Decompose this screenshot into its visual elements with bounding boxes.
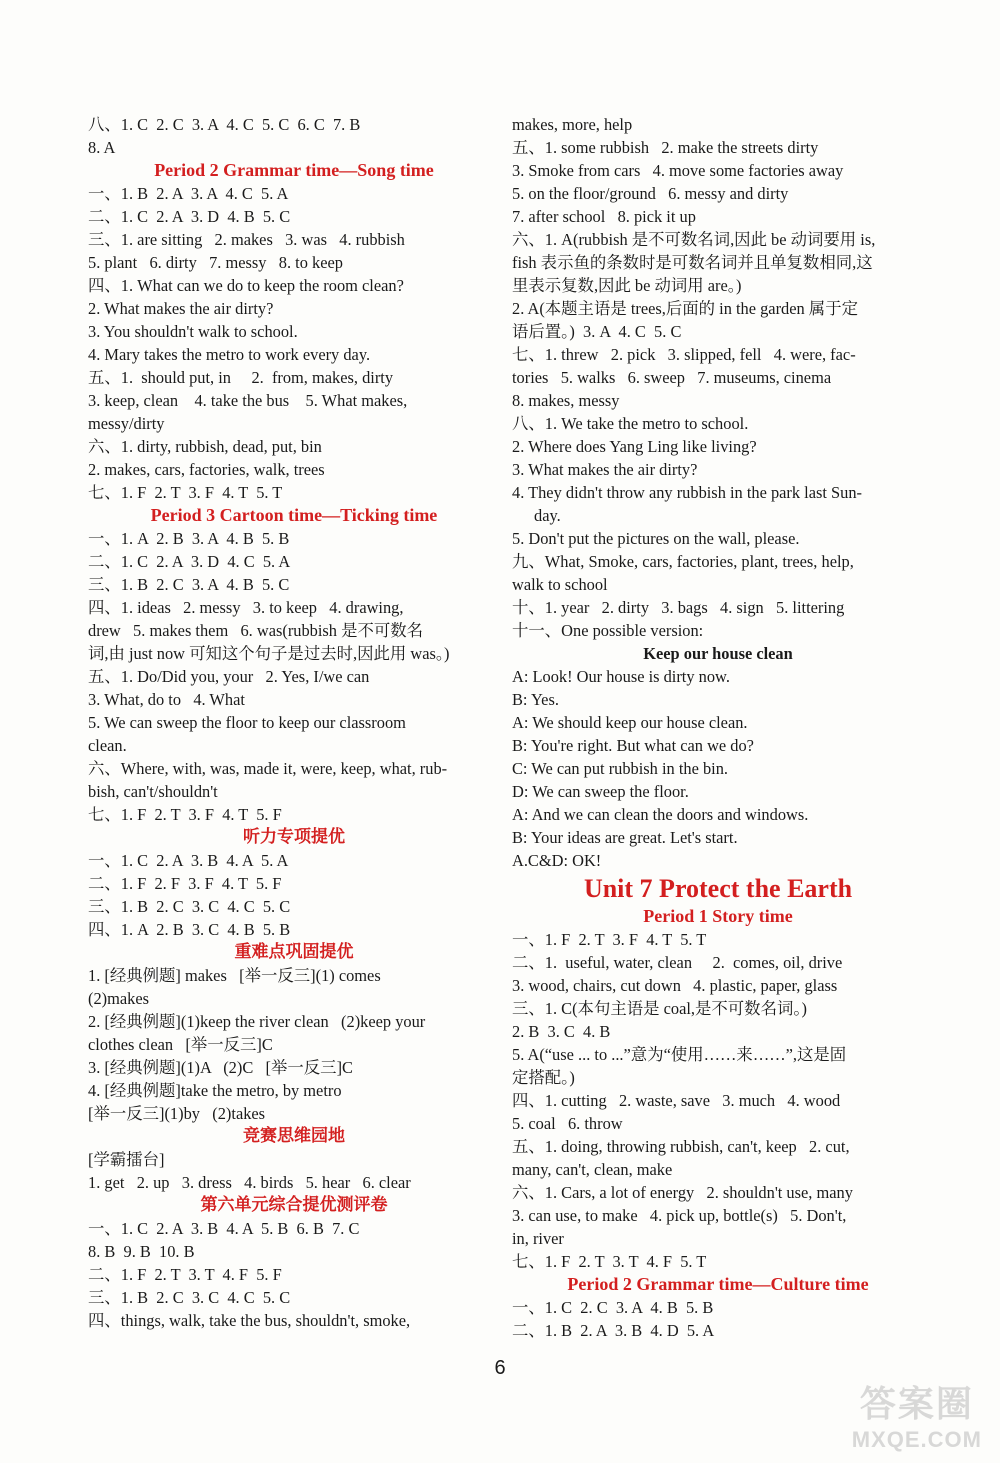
answer-line: 三、1. B 2. C 3. C 4. C 5. C	[88, 1288, 291, 1307]
section-heading: 第六单元综合提优测评卷	[200, 1195, 388, 1215]
answer-line: 十一、One possible version:	[512, 621, 704, 640]
answer-line: B: Your ideas are great. Let's start.	[512, 828, 738, 847]
watermark-glyphs: 答案圈	[859, 1384, 974, 1425]
answer-line: 2. A(本题主语是 trees,后面的 in the garden 属于定	[512, 299, 858, 318]
watermark-url: MXQE.COM	[851, 1427, 982, 1452]
answer-line: 三、1. B 2. C 3. C 4. C 5. C	[88, 897, 291, 916]
answer-line: 八、1. C 2. C 3. A 4. C 5. C 6. C 7. B	[88, 115, 361, 134]
answer-line: 3. wood, chairs, cut down 4. plastic, paper, glass	[512, 976, 838, 995]
answer-line: 8. A	[88, 138, 116, 157]
answer-line: bish, can't/shouldn't	[88, 782, 218, 801]
section-heading: Period 3 Cartoon time—Ticking time	[150, 505, 438, 525]
answer-line: 4. They didn't throw any rubbish in the park last Sun-	[512, 483, 862, 502]
answer-line: B: You're right. But what can we do?	[512, 736, 754, 755]
answer-line: 3. You shouldn't walk to school.	[88, 322, 298, 341]
answer-line: 3. can use, to make 4. pick up, bottle(s) 5. Don't,	[512, 1206, 847, 1225]
answer-line: 二、1. C 2. A 3. D 4. B 5. C	[88, 207, 291, 226]
answer-line: 2. [经典例题](1)keep the river clean (2)keep your	[88, 1012, 426, 1031]
answer-line: clean.	[88, 736, 127, 755]
answer-line: 3. Smoke from cars 4. move some factories away	[512, 161, 844, 180]
answer-line: 4. Mary takes the metro to work every day.	[88, 345, 371, 364]
answer-line: 7. after school 8. pick it up	[512, 207, 696, 226]
answer-line: 一、1. F 2. T 3. F 4. T 5. T	[512, 930, 707, 949]
answer-line: 二、1. useful, water, clean 2. comes, oil, drive	[512, 953, 843, 972]
answer-line: 定搭配。)	[512, 1068, 575, 1087]
answer-line: 七、1. F 2. T 3. F 4. T 5. T	[88, 483, 283, 502]
section-heading: 听力专项提优	[243, 827, 345, 847]
answer-line: 三、1. are sitting 2. makes 3. was 4. rubbish	[88, 230, 405, 249]
answer-line: A.C&D: OK!	[512, 851, 602, 870]
answer-line: 一、1. C 2. C 3. A 4. B 5. B	[512, 1298, 714, 1317]
answer-line: 5. Don't put the pictures on the wall, please.	[512, 529, 800, 548]
answer-line: [举一反三](1)by (2)takes	[88, 1104, 266, 1123]
answer-line: 2. B 3. C 4. B	[512, 1022, 611, 1041]
answer-line: D: We can sweep the floor.	[512, 782, 689, 801]
answer-line: (2)makes	[88, 989, 149, 1008]
answer-line: 里表示复数,因此 be 动词用 are。)	[512, 276, 742, 295]
answer-line: 5. We can sweep the floor to keep our classroom	[88, 713, 406, 732]
answer-line: 二、1. C 2. A 3. D 4. C 5. A	[88, 552, 291, 571]
answer-line: 五、1. doing, throwing rubbish, can't, keep 2. cut,	[512, 1137, 850, 1156]
answer-line: B: Yes.	[512, 690, 559, 709]
answer-line: 五、1. Do/Did you, your 2. Yes, I/we can	[88, 667, 370, 686]
answer-line: A: We should keep our house clean.	[512, 713, 748, 732]
answer-line: 四、1. ideas 2. messy 3. to keep 4. drawing,	[88, 598, 404, 617]
answer-line: 五、1. some rubbish 2. make the streets dirty	[512, 138, 819, 157]
answer-line: 四、1. A 2. B 3. C 4. B 5. B	[88, 920, 291, 939]
answer-line: 七、1. F 2. T 3. F 4. T 5. F	[88, 805, 282, 824]
page-number: 6	[494, 1357, 506, 1379]
answer-line: 一、1. C 2. A 3. B 4. A 5. B 6. B 7. C	[88, 1219, 360, 1238]
answer-line: 3. keep, clean 4. take the bus 5. What makes,	[88, 391, 408, 410]
answer-line: fish 表示鱼的条数时是可数名词并且单复数相同,这	[512, 253, 873, 272]
answer-line: 5. on the floor/ground 6. messy and dirty	[512, 184, 789, 203]
answer-line: 十、1. year 2. dirty 3. bags 4. sign 5. littering	[512, 598, 845, 617]
answer-line: 八、1. We take the metro to school.	[512, 414, 749, 433]
answer-line: 四、1. cutting 2. waste, save 3. much 4. wood	[512, 1091, 841, 1110]
answer-line: 4. [经典例题]take the metro, by metro	[88, 1081, 342, 1100]
answer-line: 5. plant 6. dirty 7. messy 8. to keep	[88, 253, 343, 272]
answer-line: 8. makes, messy	[512, 391, 620, 410]
answer-line: 二、1. B 2. A 3. B 4. D 5. A	[512, 1321, 715, 1340]
answer-line: 5. A(“use ... to ...”意为“使用……来……”,这是固	[512, 1045, 847, 1064]
answer-line: 二、1. F 2. F 3. F 4. T 5. F	[88, 874, 282, 893]
answer-line: C: We can put rubbish in the bin.	[512, 759, 728, 778]
answer-line: 2. Where does Yang Ling like living?	[512, 437, 757, 456]
watermark-logo	[852, 1376, 982, 1453]
answer-line: A: Look! Our house is dirty now.	[512, 667, 730, 686]
section-heading: 重难点巩固提优	[234, 942, 354, 962]
answer-line: 8. B 9. B 10. B	[88, 1242, 195, 1261]
answer-line: 3. What, do to 4. What	[88, 690, 245, 709]
answer-line: walk to school	[512, 575, 608, 594]
left-column	[88, 113, 500, 1332]
answer-line: messy/dirty	[88, 414, 165, 433]
answer-line: A: And we can clean the doors and windows.	[512, 805, 809, 824]
section-heading: Period 2 Grammar time—Song time	[154, 160, 434, 180]
answer-line: many, can't, clean, make	[512, 1160, 673, 1179]
answer-line: 5. coal 6. throw	[512, 1114, 623, 1133]
answer-line: 六、1. Cars, a lot of energy 2. shouldn't use, many	[512, 1183, 853, 1202]
answer-line: 六、Where, with, was, made it, were, keep, what, rub-	[88, 759, 448, 778]
section-heading: Period 1 Story time	[643, 906, 793, 926]
unit-title: Unit 7 Protect the Earth	[583, 874, 853, 903]
answer-line: 四、things, walk, take the bus, shouldn't, smoke,	[88, 1311, 411, 1330]
answer-line: 词,由 just now 可知这个句子是过去时,因此用 was。)	[88, 644, 450, 663]
answer-line: 五、1. should put, in 2. from, makes, dirty	[88, 368, 394, 387]
answer-line: clothes clean [举一反三]C	[88, 1035, 273, 1054]
answer-line: 六、1. dirty, rubbish, dead, put, bin	[88, 437, 322, 456]
answer-line: 一、1. B 2. A 3. A 4. C 5. A	[88, 184, 289, 203]
section-heading: 竞赛思维园地	[243, 1126, 345, 1146]
answer-line: 七、1. threw 2. pick 3. slipped, fell 4. were, fac-	[512, 345, 856, 364]
answer-line: drew 5. makes them 6. was(rubbish 是不可数名	[88, 621, 424, 640]
answer-line: 六、1. A(rubbish 是不可数名词,因此 be 动词要用 is,	[512, 230, 876, 249]
answer-line: day.	[534, 506, 561, 525]
answer-line: makes, more, help	[512, 115, 633, 134]
answer-line: 三、1. B 2. C 3. A 4. B 5. C	[88, 575, 290, 594]
answer-line: 1. get 2. up 3. dress 4. birds 5. hear 6. clear	[88, 1173, 411, 1192]
answer-line: 一、1. C 2. A 3. B 4. A 5. A	[88, 851, 289, 870]
answer-line: in, river	[512, 1229, 564, 1248]
section-heading: Period 2 Grammar time—Culture time	[567, 1274, 869, 1294]
answer-line: [学霸擂台]	[88, 1150, 165, 1169]
answer-line: 语后置。) 3. A 4. C 5. C	[512, 322, 682, 341]
answer-line: 一、1. A 2. B 3. A 4. B 5. B	[88, 529, 290, 548]
answer-line: tories 5. walks 6. sweep 7. museums, cinema	[512, 368, 832, 387]
answer-line: 2. What makes the air dirty?	[88, 299, 274, 318]
answer-line: 七、1. F 2. T 3. T 4. F 5. T	[512, 1252, 707, 1271]
answer-line: 四、1. What can we do to keep the room clean?	[88, 276, 404, 295]
right-column	[512, 113, 924, 1342]
answer-line: 3. [经典例题](1)A (2)C [举一反三]C	[88, 1058, 353, 1077]
answer-line: 1. [经典例题] makes [举一反三](1) comes	[88, 966, 381, 985]
answer-line: 二、1. F 2. T 3. T 4. F 5. F	[88, 1265, 282, 1284]
answer-line: 九、What, Smoke, cars, factories, plant, trees, help,	[512, 552, 854, 571]
answer-line: 3. What makes the air dirty?	[512, 460, 698, 479]
answer-line: 2. makes, cars, factories, walk, trees	[88, 460, 325, 479]
answer-line: 三、1. C(本句主语是 coal,是不可数名词。)	[512, 999, 808, 1018]
essay-title: Keep our house clean	[643, 644, 793, 663]
